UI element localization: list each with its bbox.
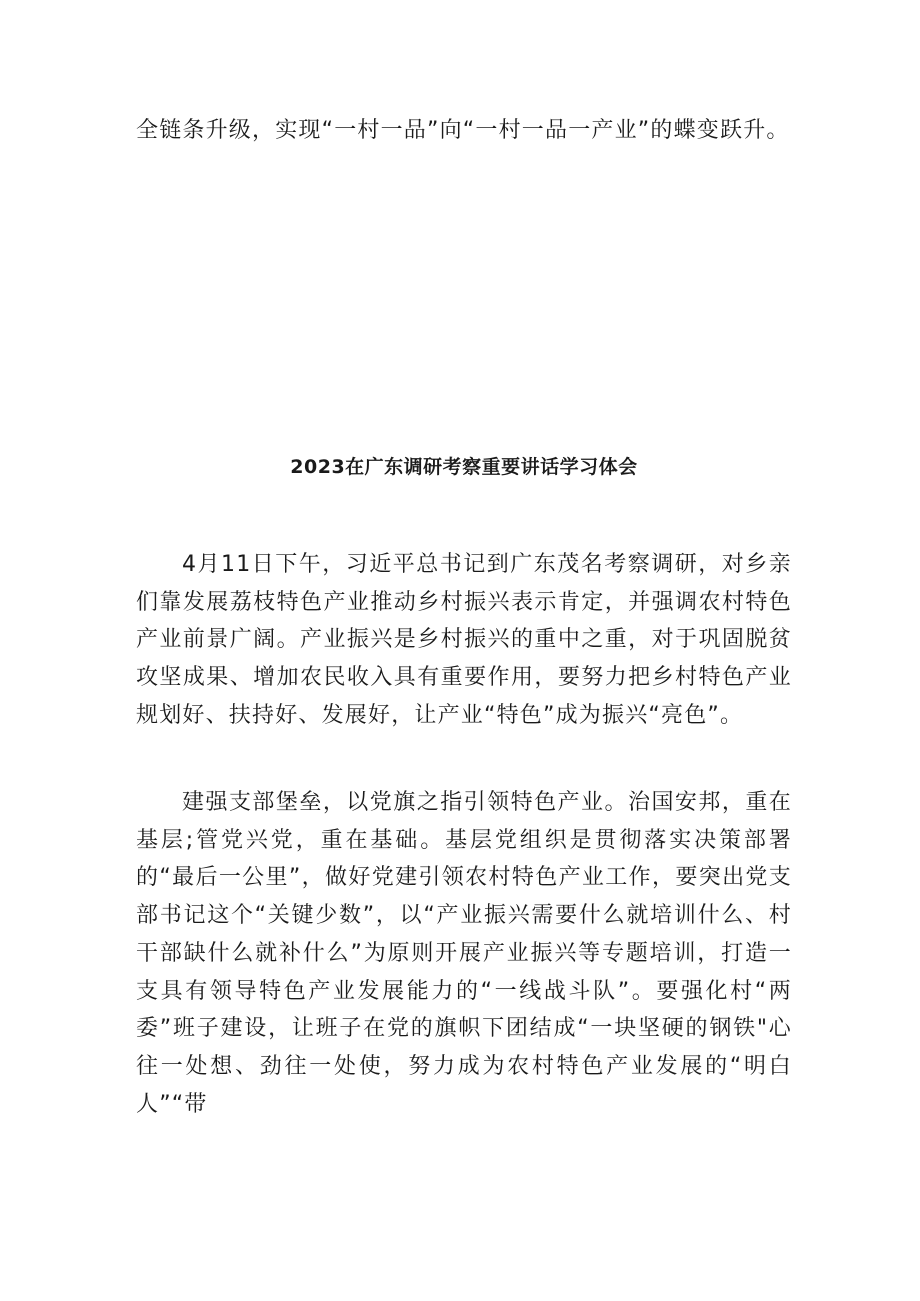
- carryover-paragraph: 全链条升级，实现“一村一品”向“一村一品一产业”的蝶变跃升。: [136, 118, 790, 143]
- paragraph-2: 建强支部堡垒，以党旗之指引领特色产业。治国安邦，重在基层;管党兴党，重在基础。基层党组织是贯彻落实决策部署的“最后一公里”，做好党建引领农村特色产业工作，要突出党支部书记这个“关键少数”，以“产业振兴需要什么就培训什么、村干部缺什么就补什么”为原则开展产业振兴等专题培训，打造一支具有领导特色产业发展能力的“一线战斗队”。要强化村“两委”班子建设，让班子在党的旗帜下团结成“一块坚硬的钢铁"心往一处想、劲往一处使，努力成为农村特色产业发展的“明白人”“带: [136, 790, 792, 1117]
- paragraph-1: 4月11日下午，习近平总书记到广东茂名考察调研，对乡亲们靠发展荔枝特色产业推动乡村振兴表示肯定，并强调农村特色产业前景广阔。产业振兴是乡村振兴的重中之重，对于巩固脱贫攻坚成果、增加农民收入具有重要作用，要努力把乡村特色产业规划好、扶持好、发展好，让产业“特色”成为振兴“亮色”。: [136, 552, 792, 728]
- document-title: 2023在广东调研考察重要讲话学习体会: [290, 456, 638, 478]
